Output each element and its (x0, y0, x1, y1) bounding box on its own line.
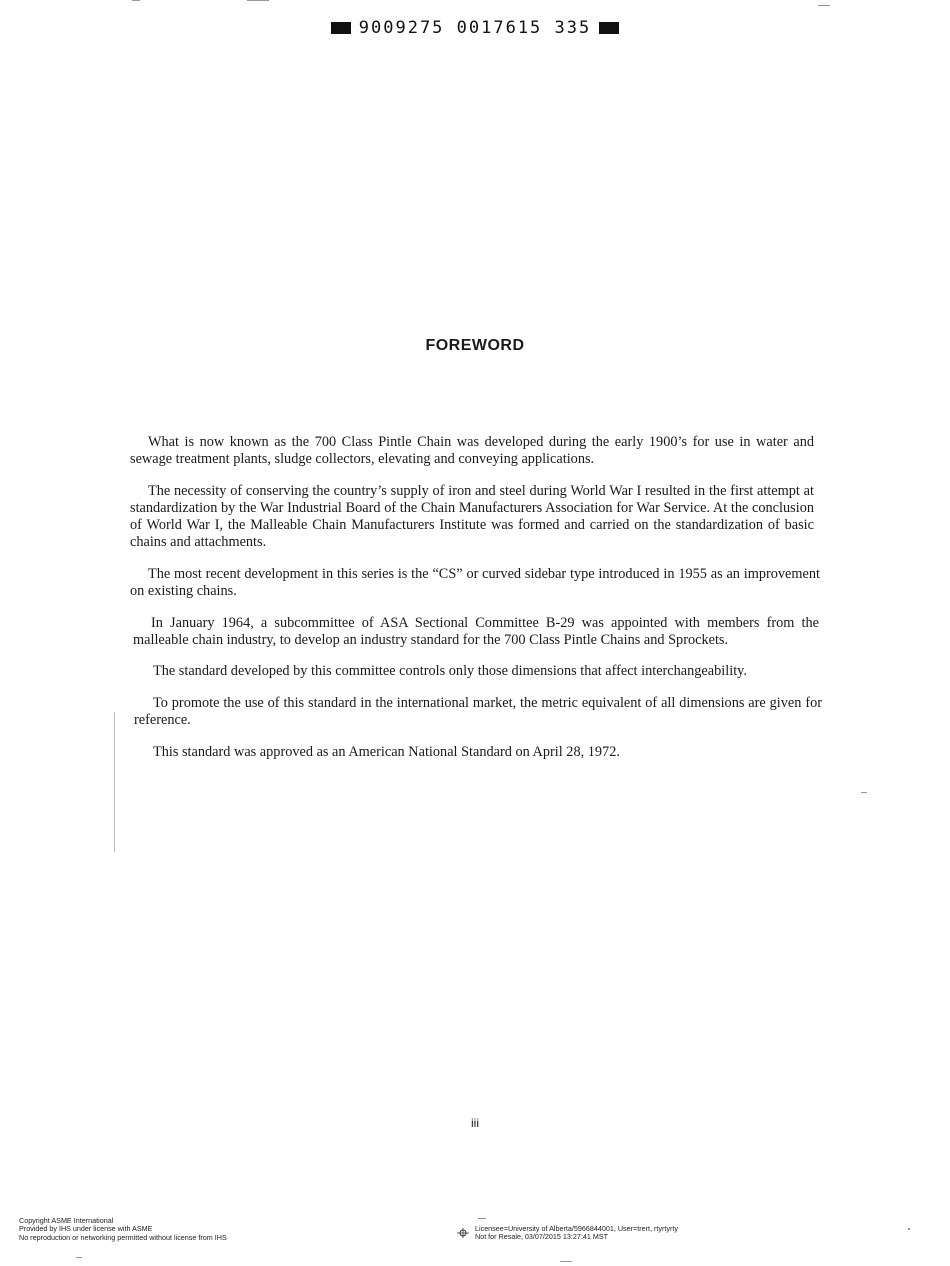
footer-left-line: Copyright ASME International (19, 1216, 114, 1225)
paragraph-origin: What is now known as the 700 Class Pintle Chain was developed during the early 1900’s for use in water and sewage treatment plants, sludge collectors, elevating and conveying applications. (130, 434, 814, 467)
scan-artifact (76, 1257, 82, 1258)
paragraph-subcommittee: In January 1964, a subcommittee of ASA Sectional Committee B-29 was appointed with members from the malleable chain industry, to develop an industry standard for the 700 Class Pintle Chains and Sprockets. (133, 615, 819, 648)
footer-right-line: Licensee=University of Alberta/5966844001, User=trert, rtyrtyrty (475, 1224, 678, 1233)
scan-artifact (818, 5, 830, 6)
barcode-block-right (599, 22, 619, 34)
footer-right-line: Not for Resale, 03/07/2015 13:27:41 MST (475, 1232, 609, 1242)
paragraph-wartime-standardization: The necessity of conserving the country’s supply of iron and steel during World War I resulted in the first attempt at standardization by the War Industrial Board of the Chain Manufacturers Association for War Service. At the conclusion of World War I, the Malleable Chain Manufacturers Institute was formed and carried on the standardization of basic chains and attachments. (130, 483, 814, 550)
paragraph-cs-development: The most recent development in this series is the “CS” or curved sidebar type introduced in 1955 as an improvement on existing chains. (130, 566, 820, 599)
scan-artifact (560, 1261, 572, 1262)
scan-artifact (861, 792, 867, 793)
footer-left-line: No reproduction or networking permitted without license from IHS (19, 1232, 227, 1242)
scan-artifact (478, 1218, 486, 1219)
page-number: iii (471, 1116, 479, 1130)
scan-artifact (908, 1228, 910, 1230)
scan-artifact (114, 712, 115, 852)
footer-copyright (19, 1217, 227, 1242)
barcode-header (0, 18, 950, 38)
paragraph-approval: This standard was approved as an American National Standard on April 28, 1972. (153, 744, 620, 760)
paragraph-metric: To promote the use of this standard in the international market, the metric equivalent of all dimensions are given for reference. (134, 695, 822, 728)
foreword-heading: FOREWORD (425, 337, 525, 354)
footer-left-line: Provided by IHS under license with ASME (19, 1224, 153, 1234)
barcode-block-left (331, 22, 351, 34)
scan-artifact (132, 0, 140, 1)
footer-license (475, 1225, 678, 1242)
paragraph-interchangeability: The standard developed by this committee controls only those dimensions that affect interchangeability. (153, 663, 747, 679)
scan-artifact (247, 0, 269, 1)
ihs-logo-icon (455, 1227, 471, 1239)
barcode-text: 9009275 0017615 335 (358, 18, 592, 38)
